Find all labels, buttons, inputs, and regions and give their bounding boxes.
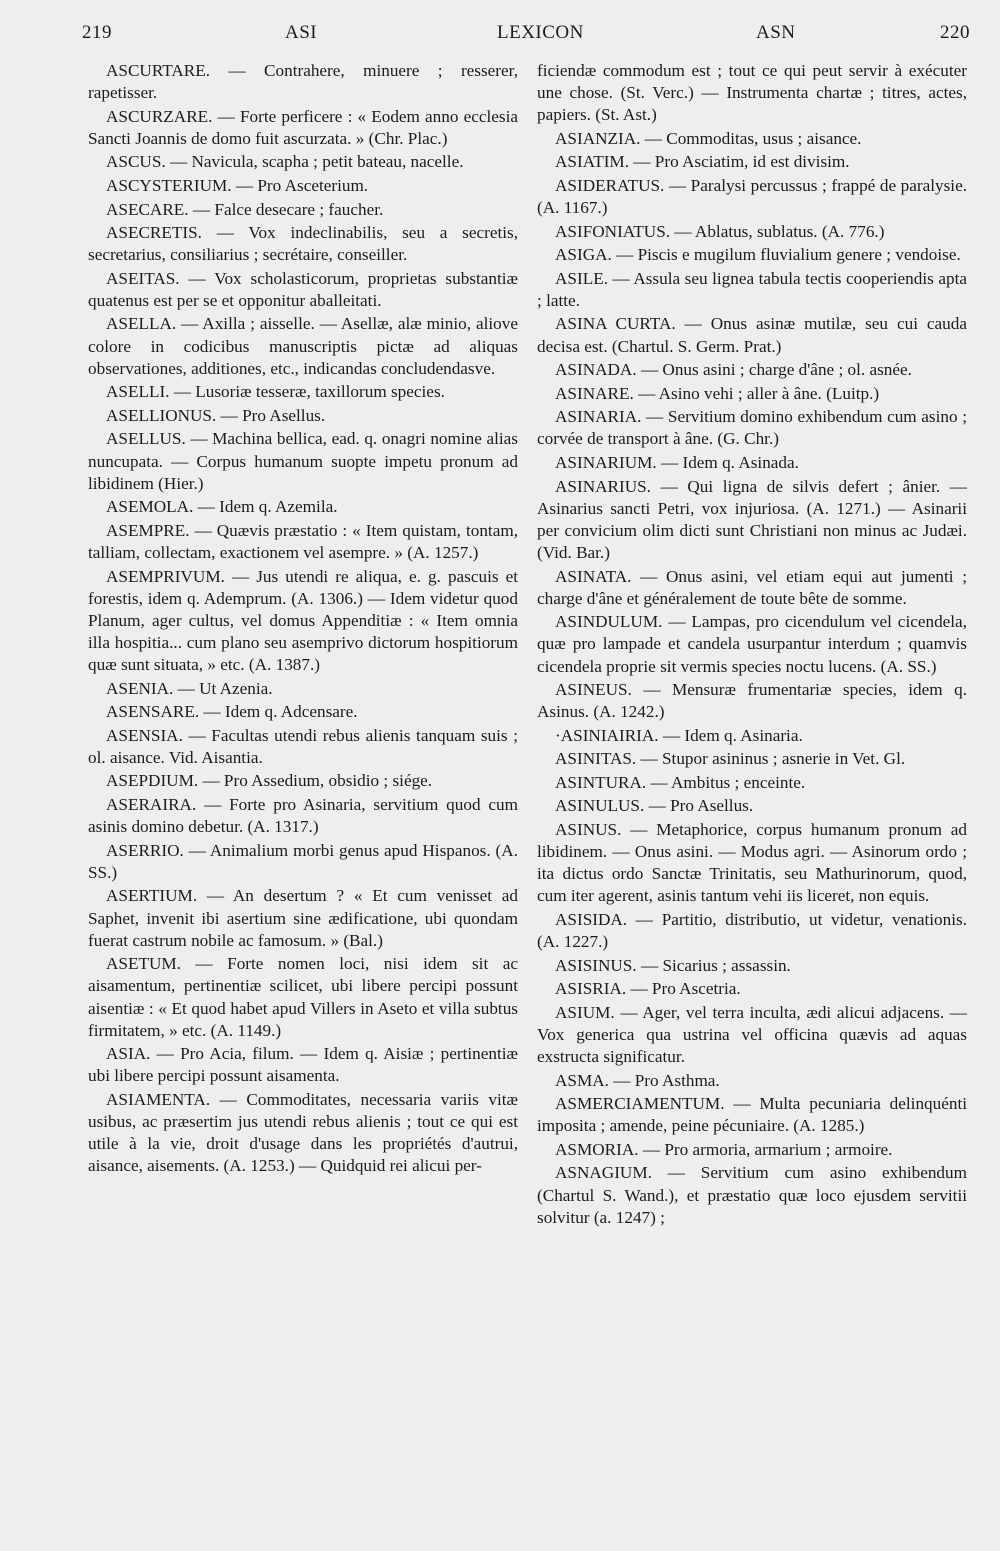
dictionary-entry: ASINARE. — Asino vehi ; aller à âne. (Luitp.) — [555, 383, 880, 403]
dictionary-entry: ASEMPRIVUM. — Jus utendi re aliqua, e. g. pascuis et forestis, idem q. Ademprum. (A. 1306.) — Idem videtur quod Planum, ager cultus, vel domus Appenditiæ : « Item omnia illa hospitia... cum plano seu asemprivo dictorum hospitiorum quæ sunt situata, » etc. (A. 1387.) — [88, 566, 518, 675]
dictionary-entry: ASCURTARE. — Contrahere, minuere ; resserer, rapetisser. — [88, 61, 518, 103]
dictionary-entry: ASINEUS. — Mensuræ frumentariæ species, idem q. Asinus. (A. 1242.) — [537, 680, 967, 722]
dictionary-entry: ASEPDIUM. — Pro Assedium, obsidio ; siége. — [106, 771, 433, 791]
dictionary-entry: ASMERCIAMENTUM. — Multa pecuniaria delinquénti imposita ; amende, peine pécuniaire. (A. 1285.) — [537, 1094, 967, 1136]
dictionary-entry: ASELLUS. — Machina bellica, ead. q. onagri nomine alias nuncupata. — Corpus humanum suopte impetu pronum ad libidinem (Hier.) — [88, 429, 518, 493]
page-number-right: 220 — [940, 22, 970, 43]
dictionary-entry: ASECRETIS. — Vox indeclinabilis, seu a secretis, secretarius, consiliarius ; secrétaire, conseiller. — [88, 223, 518, 265]
dictionary-entry: ASELLIONUS. — Pro Asellus. — [106, 405, 326, 425]
dictionary-entry: ASIA. — Pro Acia, filum. — Idem q. Aisiæ ; pertinentiæ ubi libere percipi possunt aisamenta. — [88, 1044, 518, 1086]
dictionary-entry: ASINUS. — Metaphorice, corpus humanum pronum ad libidinem. — Onus asini. — Modus agri. — Asinorum ordo ; ita dictus ordo Sanctæ Trinitatis, seu Mathurinorum, quod, cum iter agerent, asinis tantum vehi iis liceret, non equis. — [537, 819, 967, 906]
dictionary-entry: ASILE. — Assula seu lignea tabula tectis cooperiendis apta ; latte. — [537, 268, 967, 310]
dictionary-entry: ASCYSTERIUM. — Pro Asceterium. — [106, 175, 369, 195]
dictionary-entry: ASINA CURTA. — Onus asinæ mutilæ, seu cui cauda decisa est. (Chartul. S. Germ. Prat.) — [537, 314, 967, 356]
dictionary-entry: ASINULUS. — Pro Asellus. — [555, 796, 754, 816]
dictionary-entry: ASISIDA. — Partitio, distributio, ut videtur, venationis. (A. 1227.) — [537, 909, 967, 952]
dictionary-entry: ASCUS. — Navicula, scapha ; petit bateau, nacelle. — [106, 152, 464, 172]
dictionary-entry: ASISRIA. — Pro Ascetria. — [555, 979, 741, 999]
dictionary-entry: ASNAGIUM. — Servitium cum asino exhibendum (Chartul S. Wand.), et præstatio quæ loco ejusdem servitii solvitur (a. 1247) ; — [537, 1163, 967, 1227]
dictionary-entry: ASIATIM. — Pro Asciatim, id est divisim. — [555, 152, 850, 172]
dictionary-entry: ·ASINIAIRIA. — Idem q. Asinaria. — [555, 725, 803, 745]
dictionary-entry: ASINTURA. — Ambitus ; enceinte. — [555, 772, 806, 792]
dictionary-entry: ASELLI. — Lusoriæ tesseræ, taxillorum species. — [106, 382, 445, 402]
dictionary-entry: ASENSIA. — Facultas utendi rebus alienis tanquam suis ; ol. aisance. Vid. Aisantia. — [88, 725, 518, 767]
dictionary-entry: ASIDERATUS. — Paralysi percussus ; frappé de paralysie. (A. 1167.) — [537, 175, 967, 218]
dictionary-entry: ASINARIUS. — Qui ligna de silvis defert ; ânier. — Asinarius sancti Petri, vox injuriosa. (A. 1271.) — Asinarii per convicium olim dicti sunt Christiani non minus ac Judæi. (Vid. Bar.) — [537, 476, 967, 562]
dictionary-entry: ASIAMENTA. — Commoditates, necessaria variis vitæ usibus, ac præsertim jus utendi rebus alienis ; tout ce qui est utile à la vie, droit d'usage dans les propriétés d'autrui, aisance, aisements. (A. 1253.) — Quidquid rei alicui per- — [88, 1090, 518, 1176]
dictionary-entry: ASIANZIA. — Commoditas, usus ; aisance. — [555, 128, 862, 148]
dictionary-entry: ASETUM. — Forte nomen loci, nisi idem sit ac aisamentum, pertinentiæ scilicet, ubi libere percipi possunt aisentiæ : « Et quod habet apud Villers in Aseto et villa subtus firmitatem, » etc. (A. 1149.) — [88, 954, 518, 1040]
dictionary-entry: ASIGA. — Piscis e mugilum fluvialium genere ; vendoise. — [555, 245, 961, 265]
guide-word-right: ASN — [756, 22, 796, 43]
right-column — [537, 60, 967, 1230]
dictionary-entry: ASMORIA. — Pro armoria, armarium ; armoire. — [555, 1139, 893, 1159]
dictionary-entry: ASINARIUM. — Idem q. Asinada. — [555, 452, 799, 472]
dictionary-entry: ASERAIRA. — Forte pro Asinaria, servitium quod cum asinis domino debetur. (A. 1317.) — [88, 795, 518, 837]
running-header — [80, 22, 970, 52]
guide-word-left: ASI — [285, 22, 318, 43]
dictionary-entry: ASERRIO. — Animalium morbi genus apud Hispanos. (A. SS.) — [88, 840, 518, 882]
dictionary-entry: ASERTIUM. — An desertum ? « Et cum venisset ad Saphet, invenit ibi asertium sine ædificatione, ubi quondam fuerat castrum nobile ac famosum. » (Bal.) — [88, 886, 518, 950]
dictionary-entry: ficiendæ commodum est ; tout ce qui peut servir à exécuter une chose. (St. Verc.) — Instrumenta chartæ ; titres, actes, papiers. (St. Ast.) — [537, 61, 967, 125]
dictionary-entry: ASENIA. — Ut Azenia. — [106, 678, 273, 698]
dictionary-entry: ASIFONIATUS. — Ablatus, sublatus. (A. 776.) — [555, 221, 885, 241]
dictionary-entry: ASMA. — Pro Asthma. — [555, 1070, 720, 1090]
dictionary-entry: ASELLA. — Axilla ; aisselle. — Asellæ, alæ minio, aliove colore in codicibus manuscriptis pictæ ad aliquas observationes, additiones, etc., indicandas concludendasve. — [88, 314, 518, 378]
dictionary-entry: ASEITAS. — Vox scholasticorum, proprietas substantiæ quatenus est per se et opponitur aballeitati. — [88, 268, 518, 310]
dictionary-entry: ASEMPRE. — Quævis præstatio : « Item quistam, tontam, talliam, collectam, exactionem vel asempre. » (A. 1257.) — [88, 520, 518, 562]
dictionary-entry: ASINDULUM. — Lampas, pro cicendulum vel cicendela, quæ pro lampade et candela usurpantur interdum ; quamvis cicendela proprie sit vermis species noctu lucens. (A. SS.) — [537, 612, 967, 676]
dictionary-entry: ASCURZARE. — Forte perficere : « Eodem anno ecclesia Sancti Joannis de domo fuit ascurzata. » (Chr. Plac.) — [88, 106, 518, 148]
dictionary-entry: ASENSARE. — Idem q. Adcensare. — [106, 702, 358, 722]
running-title: LEXICON — [497, 22, 584, 43]
dictionary-entry: ASINITAS. — Stupor asininus ; asnerie in Vet. Gl. — [555, 749, 906, 769]
dictionary-entry: ASINATA. — Onus asini, vel etiam equi aut jumenti ; charge d'âne et généralement de toute bête de somme. — [537, 566, 967, 608]
dictionary-entry: ASISINUS. — Sicarius ; assassin. — [555, 955, 791, 975]
dictionary-entry: ASEMOLA. — Idem q. Azemila. — [106, 497, 338, 517]
left-column — [88, 60, 518, 1179]
dictionary-entry: ASINARIA. — Servitium domino exhibendum cum asino ; corvée de transport à âne. (G. Chr.) — [537, 407, 967, 449]
dictionary-entry: ASINADA. — Onus asini ; charge d'âne ; ol. asnée. — [555, 360, 912, 380]
dictionary-entry: ASECARE. — Falce desecare ; faucher. — [106, 199, 384, 219]
page-number-left: 219 — [82, 22, 112, 43]
dictionary-entry: ASIUM. — Ager, vel terra inculta, ædi alicui adjacens. — Vox generica qua ustrina vel officina quævis ad aquas exstructa significatur. — [537, 1002, 967, 1067]
